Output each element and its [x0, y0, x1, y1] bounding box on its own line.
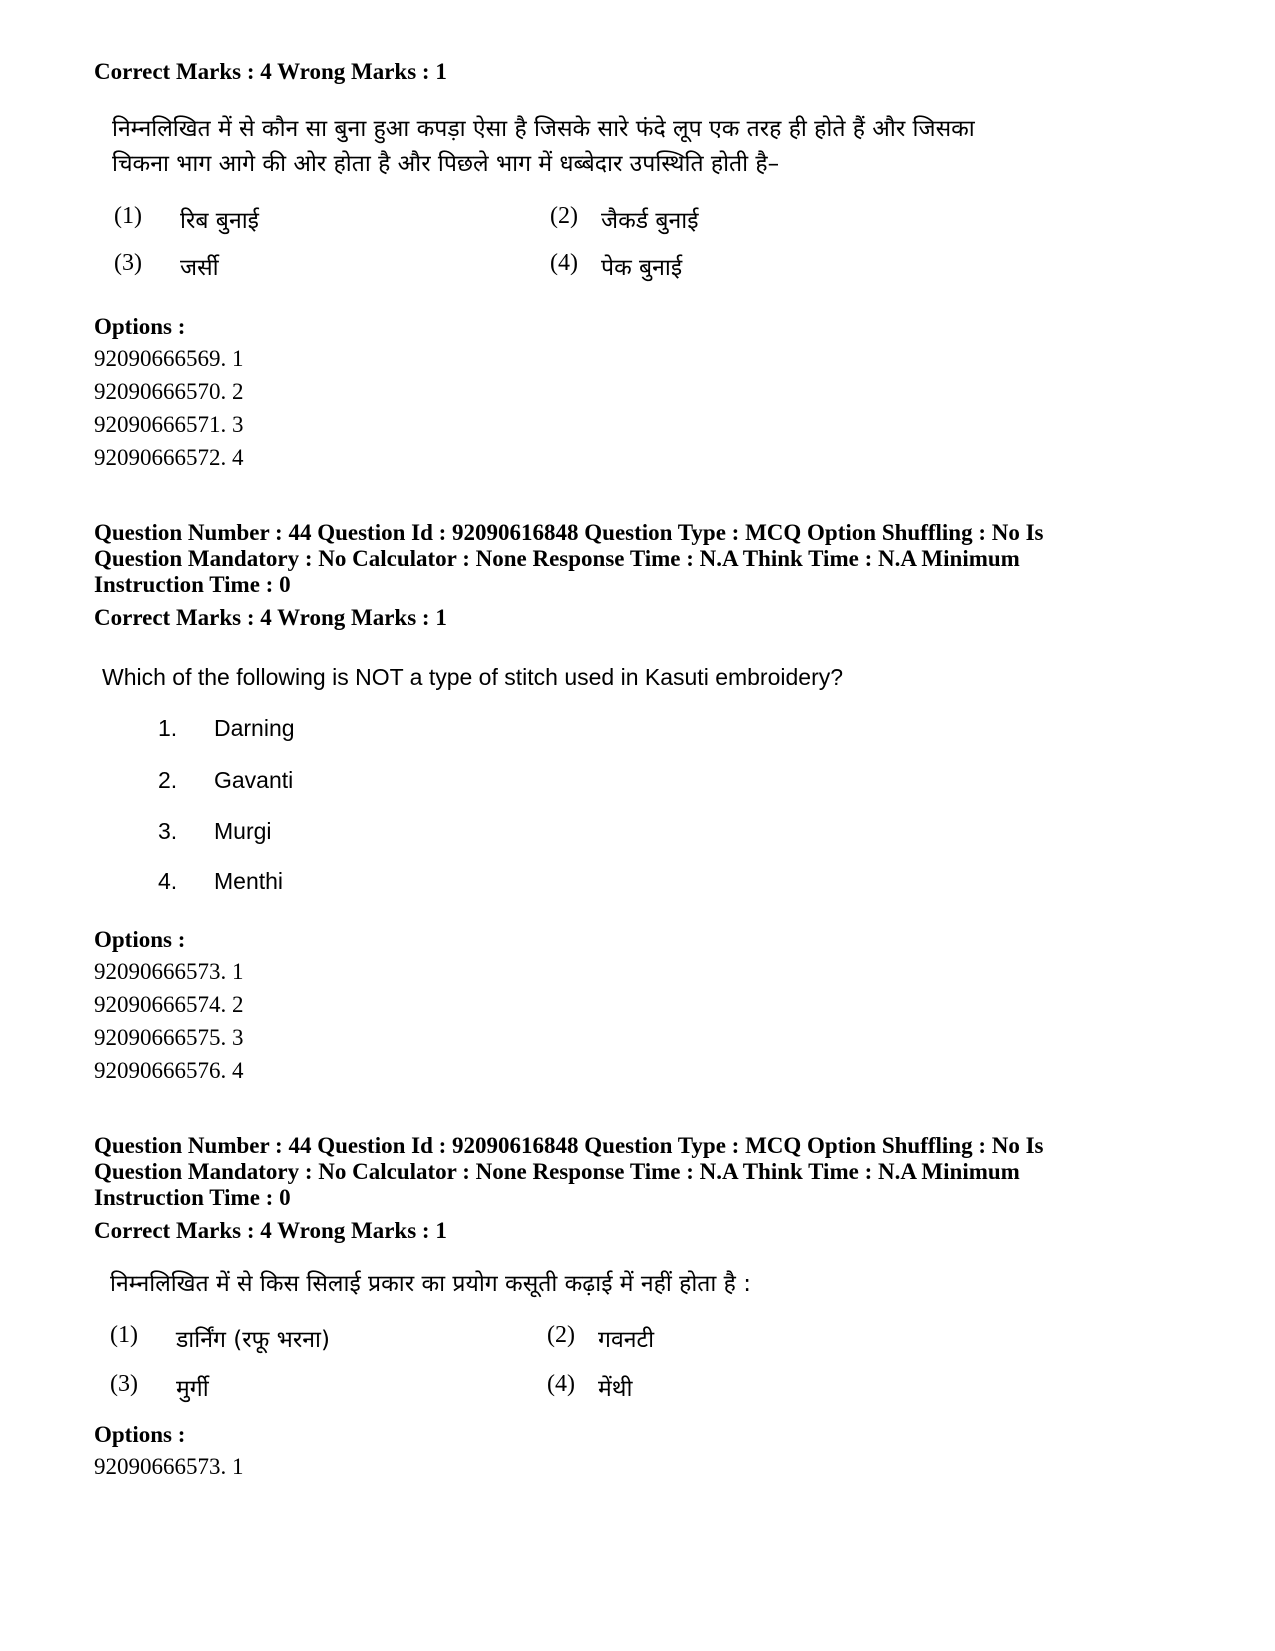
- choice-number: (3): [114, 250, 142, 276]
- choice-number: (3): [110, 1371, 138, 1397]
- choice-text: मुर्गी: [176, 1376, 209, 1402]
- options-heading: Options :: [94, 1422, 186, 1447]
- choice-number: (1): [114, 203, 142, 229]
- marks-line: Correct Marks : 4 Wrong Marks : 1: [94, 59, 447, 84]
- option-item: 92090666573. 1: [94, 1454, 244, 1479]
- question-text-hindi-line-1: निम्नलिखित में से कौन सा बुना हुआ कपड़ा ऐसा है जिसके सारे फंदे लूप एक तरह ही होते हैं और जिसका: [112, 116, 975, 142]
- choice-text: Murgi: [214, 818, 272, 844]
- choice-number: (4): [547, 1371, 575, 1397]
- choice-number: (2): [550, 203, 578, 229]
- choice-text: पेक बुनाई: [601, 255, 683, 281]
- question-text-hindi-line-2: चिकना भाग आगे की ओर होता है और पिछले भाग में धब्बेदार उपस्थिति होती है–: [112, 151, 780, 177]
- question-text-english: Which of the following is NOT a type of stitch used in Kasuti embroidery?: [102, 664, 844, 690]
- choice-number: 1.: [158, 715, 178, 741]
- option-item: 92090666573. 1: [94, 959, 244, 984]
- options-heading: Options :: [94, 927, 186, 952]
- question-header-line-1: Question Number : 44 Question Id : 92090616848 Question Type : MCQ Option Shuffling : No Is: [94, 520, 1044, 545]
- option-item: 92090666576. 4: [94, 1058, 244, 1083]
- choice-text: जर्सी: [180, 255, 219, 281]
- option-item: 92090666572. 4: [94, 445, 244, 470]
- choice-number: 3.: [158, 818, 178, 844]
- option-item: 92090666575. 3: [94, 1025, 244, 1050]
- choice-number: (1): [110, 1322, 138, 1348]
- choice-text: डार्निंग (रफू भरना): [176, 1327, 330, 1353]
- option-item: 92090666569. 1: [94, 346, 244, 371]
- choice-number: 2.: [158, 767, 178, 793]
- question-header-line-3: Instruction Time : 0: [94, 572, 291, 597]
- question-text-hindi: निम्नलिखित में से किस सिलाई प्रकार का प्रयोग कसूती कढ़ाई में नहीं होता है :: [110, 1271, 751, 1297]
- question-header-line-2: Question Mandatory : No Calculator : None Response Time : N.A Think Time : N.A Minimum: [94, 1159, 1020, 1184]
- options-heading: Options :: [94, 314, 186, 339]
- question-header-line-2: Question Mandatory : No Calculator : None Response Time : N.A Think Time : N.A Minimum: [94, 546, 1020, 571]
- choice-text: Darning: [214, 715, 295, 741]
- option-item: 92090666574. 2: [94, 992, 244, 1017]
- marks-line: Correct Marks : 4 Wrong Marks : 1: [94, 1218, 447, 1243]
- choice-text: Menthi: [214, 868, 284, 894]
- choice-text: रिब बुनाई: [180, 208, 259, 234]
- choice-text: जैकर्ड बुनाई: [601, 208, 699, 234]
- choice-text: मेंथी: [598, 1376, 633, 1402]
- marks-line: Correct Marks : 4 Wrong Marks : 1: [94, 605, 447, 630]
- option-item: 92090666570. 2: [94, 379, 244, 404]
- question-header-line-3: Instruction Time : 0: [94, 1185, 291, 1210]
- choice-number: 4.: [158, 868, 178, 894]
- choice-number: (4): [550, 250, 578, 276]
- choice-text: गवनटी: [598, 1327, 655, 1353]
- question-header-line-1: Question Number : 44 Question Id : 92090616848 Question Type : MCQ Option Shuffling : No Is: [94, 1133, 1044, 1158]
- option-item: 92090666571. 3: [94, 412, 244, 437]
- choice-number: (2): [547, 1322, 575, 1348]
- choice-text: Gavanti: [214, 767, 294, 793]
